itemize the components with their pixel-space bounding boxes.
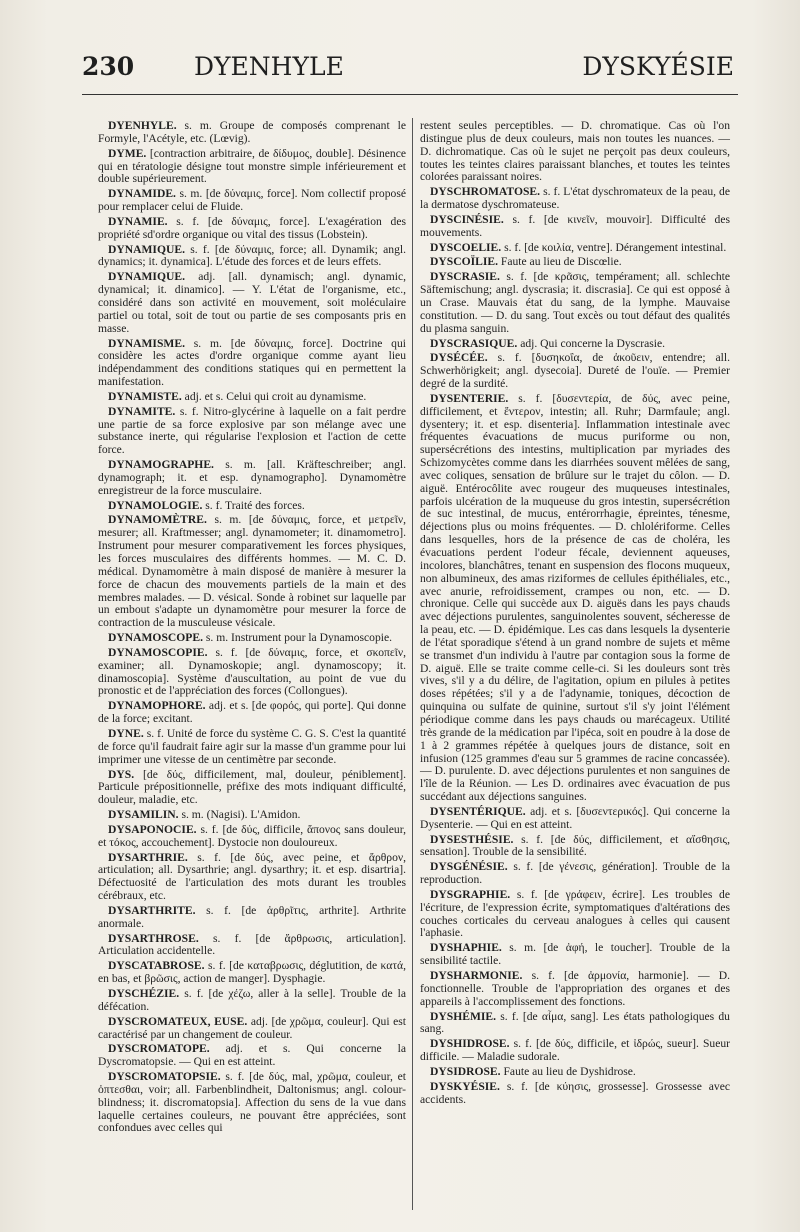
entry-text: s. f. [de κοιλία, ventre]. Dérangement intestinal.: [504, 240, 727, 254]
dictionary-entry: [98, 933, 406, 959]
dictionary-entry: [98, 1016, 406, 1042]
dictionary-entry: [420, 242, 730, 255]
dictionary-entry: [98, 216, 406, 242]
entry-text: s. m. [de δύναμις, force]. Nom collectif proposé pour remplacer celui de Fluide.: [98, 187, 406, 214]
dictionary-entry: [420, 214, 730, 240]
entry-headword: DYNAMISTE.: [108, 389, 182, 403]
page-header: [82, 52, 734, 92]
entry-headword: DYNAMOLOGIE.: [108, 498, 203, 512]
entry-text: [de δύς, difficilement, mal, douleur, péniblement]. Particule prépositionnelle, préfixe des mots indiquant difficulté, douleur, maladie, etc.: [98, 767, 406, 807]
entry-text: s. f. [de δύναμις, force, et σκοπεῖν, examiner; all. Dynamoskopie; angl. dynamoscopy; it. dinamoscopia]. Système d'auscultation, au point de vue du pronostic et de l'appréciation des forces (Collongues).: [98, 645, 406, 698]
entry-headword: DYSAMILIN.: [108, 808, 179, 822]
dictionary-entry: [420, 861, 730, 887]
dictionary-entry: [98, 188, 406, 214]
entry-text: s. f. [de κινεῖν, mouvoir]. Difficulté des mouvements.: [420, 212, 730, 239]
entry-headword: DYSKYÉSIE.: [430, 1079, 500, 1093]
entry-headword: DYNAMOPHORE.: [108, 699, 206, 713]
entry-headword: DYSHAPHIE.: [430, 941, 502, 955]
entry-text: s. f. [de κύησις, grossesse]. Grossesse avec accidents.: [420, 1079, 730, 1106]
left-column: [98, 120, 406, 1137]
page-number: 230: [82, 52, 135, 81]
entry-headword: DYSCROMATEUX, EUSE.: [108, 1014, 248, 1028]
entry-headword: DYNAMOSCOPE.: [108, 631, 204, 645]
entry-text: s. f. [de δύναμις, force; all. Dynamik; angl. dynamics; it. dynamica]. L'étude des forces et de leurs effets.: [98, 242, 406, 269]
dictionary-entry: [420, 352, 730, 391]
dictionary-entry: [98, 769, 406, 808]
entry-text: adj. et s. Celui qui croit au dynamisme.: [184, 389, 367, 403]
entry-headword: DYSCOELIE.: [430, 240, 502, 254]
header-rule: [82, 94, 738, 95]
entry-headword: DYSCROMATOPE.: [108, 1042, 210, 1056]
dictionary-entry: [420, 834, 730, 860]
dictionary-entry: [98, 700, 406, 726]
dictionary-entry: [98, 459, 406, 498]
entry-text: adj. et s. [de φορός, qui porte]. Qui donne de la force; excitant.: [98, 699, 406, 726]
entry-headword: DYSHÉMIE.: [430, 1009, 497, 1023]
entry-text: s. f. [de δύς, difficile, et ἱδρώς, sueur]. Sueur difficile. — Maladie sudorale.: [420, 1037, 731, 1064]
entry-text: s. f. [de κρᾶσις, tempérament; all. schlechte Säftemischung; angl. dyscrasia; it. discrasia]. Ce qui est opposé à un Crase. Mauvais état du sang, de la lymphe. Mauvaise constitution. — D. du sang. Tout excès ou tout défaut des qualités du plasma sanguin.: [420, 270, 731, 335]
dictionary-entry: [420, 942, 730, 968]
dictionary-entry: [420, 393, 730, 804]
entry-headword: DYSCRASIE.: [430, 270, 500, 284]
entry-headword: DYSCHROMATOSE.: [430, 185, 541, 199]
entry-headword: DYNAMIQUE.: [108, 270, 185, 284]
dictionary-entry: [98, 960, 406, 986]
entry-headword: DYSENTÉRIQUE.: [430, 804, 526, 818]
dictionary-entry: [98, 852, 406, 903]
entry-text: adj. et s. Qui concerne la Dyscromatopsie. — Qui en est atteint.: [98, 1042, 406, 1069]
entry-text: s. f. [de χέζω, aller à la selle]. Trouble de la défécation.: [98, 987, 407, 1013]
entry-headword: DYSÉCÉE.: [430, 351, 488, 365]
entry-headword: DYSCOÏLIE.: [430, 255, 498, 269]
entry-headword: DYSESTHÉSIE.: [430, 832, 514, 846]
dictionary-entry: [420, 186, 730, 212]
entry-text: adj. [all. dynamisch; angl. dynamic, dynamical; it. dinamico]. — Y. L'état de l'organisme, etc., considéré dans son activité en mouvement, soit moléculaire partiel ou total, soit de tout ou partie de ses composants pris en masse.: [98, 270, 406, 335]
dictionary-entry: [98, 338, 406, 389]
dictionary-entry: [420, 1066, 730, 1079]
dictionary-entry: [420, 1011, 730, 1037]
entry-headword: DYNAMIDE.: [108, 187, 176, 201]
entry-text: s. f. [de δύς, difficilement, et αἴσθησις, sensation]. Trouble de la sensibilité.: [420, 832, 730, 859]
entry-text: adj. Qui concerne la Dyscrasie.: [520, 336, 666, 350]
dictionary-entry: [98, 406, 406, 457]
entry-text: Faute au lieu de Dyshidrose.: [503, 1064, 636, 1078]
dictionary-entry: [98, 148, 406, 187]
dictionary-entry: [420, 970, 730, 1009]
entry-headword: DYSCHÉZIE.: [108, 987, 180, 1000]
dictionary-entry: [98, 728, 406, 767]
entry-text: s. f. [de καταβρωσις, déglutition, de κατά, en bas, et βρῶσις, action de manger]. Dysphagie.: [98, 959, 406, 986]
entry-headword: DYME.: [108, 146, 147, 160]
entry-text: s. f. Nitro-glycérine à laquelle on a fait perdre une partie de sa force explosive par son mélange avec une substance inerte, qui régularise l'explosion et l'action de cette force.: [98, 404, 406, 457]
entry-text: s. m. [de δύναμις, force]. Doctrine qui considère les actes d'ordre organique comme ayant lieu indépendamment des conditions statiques qui en permettent la manifestation.: [98, 336, 407, 389]
entry-text: s. f. [de γράφειν, écrire]. Les troubles de l'écriture, de l'expression écrite, symptomatiques d'altérations des couches corticales du cerveau analogues à celles qui causent l'aphasie.: [420, 887, 730, 940]
dictionary-entry: [98, 824, 406, 850]
entry-text: s. m. Instrument pour la Dynamoscopie.: [205, 631, 393, 645]
entry-headword: DYNAMIQUE.: [108, 242, 185, 256]
dictionary-entry: [98, 905, 406, 931]
entry-text: s. f. [de ἁρμονία, harmonie]. — D. fonctionnelle. Trouble de l'appropriation des organes et des appareils à l'accomplissement des fonctions.: [420, 969, 730, 1008]
entry-text: s. f. [δυσεντερία, de δύς, avec peine, difficilement, et ἔντερον, intestin; all. Ruhr; Darmfaule; angl. dysentery; it. et esp. disenteria]. Inflammation intestinale avec fréquentes évacuations de mucus puriforme ou non, supersécrétions des intestins, multiplication par myriades des Schizomycètes comme dans les diarrhées souvent mêlées de sang, avec coliques, sensation de brûlure sur le trajet du côlon. — D. aiguë. Entérocôlite avec rougeur des muqueuses intestinales, parfois ulcération de la muqueuse du gros intestin, supersécrétion de suc intestinal, de mucus, entérorrhagie, épreintes, ténesme, déjections plus ou moins fréquentes. — D. chlolériforme. Celles dans lesquelles, hors de la présence de cas de choléra, les évacuations perdent l'odeur fécale, deviennent aqueuses, incolores, blanchâtres, tenant en suspension des flocons muqueux, non albumineux, des amas riziformes de cellules épithéliales, etc., avec anurie, refroidissement, crampes ou non, etc. — D. chronique. Celle qui succède aux D. aiguës dans les pays chauds avec déjections purulentes, sanguinolentes souvent, sécheresse de la peau, etc. — D. épidémique. Les cas dans lesquels la dysenterie de l'état sporadique s'étend à un grand nombre de sujets et même se transmet d'un individu à l'autre par contagion sous la forme de D. aiguë. Elle se traite comme celle-ci. Si les douleurs sont très vives, s'il y a du délire, de l'agitation, opium en pilules à petites doses répétées; s'il y a de l'adynamie, toniques, décoction de quinquina ou sulfate de quinine, surtout s'il s'y joint l'élément périodique comme dans les pays chauds ou marécageux. Utilité très grande de la médication par l'ipéca, soit en poudre à la dose de 1 à 2 grammes répétée à quelques jours de distance, soit en infusion (125 grammes d'eau sur 5 grammes de racine concassée). — D. purulente. D. avec déjections purulentes et non sanguines de l'île de la Réunion. — Les D. ordinaires avec évacuation de pus succédant aux déjections sanguines.: [420, 391, 730, 804]
entry-text: s. f. [de γένεσις, génération]. Trouble de la reproduction.: [420, 860, 730, 887]
entry-text: s. f. Traité des forces.: [205, 498, 305, 512]
entry-headword: DYSCRASIQUE.: [430, 336, 518, 350]
dictionary-entry: [98, 271, 406, 335]
entry-text: s. f. Unité de force du système C. G. S. C'est la quantité de force qu'il faudrait faire agir sur la masse d'un gramme pour lui imprimer une vitesse de un centimètre par seconde.: [98, 726, 406, 766]
entry-headword: DYENHYLE.: [108, 119, 177, 132]
entry-headword: DYSIDROSE.: [430, 1064, 501, 1078]
dictionary-entry: [420, 271, 730, 335]
entry-headword: DYSARTHRIE.: [108, 850, 188, 864]
entry-text: s. m. [de δύναμις, force, et μετρεῖν, mesurer; all. Kraftmesser; angl. dynamometer; it. dinamometro]. Instrument pour mesurer comparativement les forces physiques, les forces musculaires des différents hommes. — M. C. D. médical. Dynamomètre à main disposé de manière à mesurer la force de chacun des mouvements partiels de la main et des membres malades. — D. vésical. Sonde à robinet sur laquelle par un embout s'adapte un dynamomètre pour mesurer la force de contraction de la musculeuse vésicale.: [98, 513, 406, 630]
entry-text: s. m. (Nagisi). L'Amidon.: [181, 808, 301, 822]
entry-headword: DYSHARMONIE.: [430, 969, 523, 982]
entry-text: s. f. [de δύναμις, force]. L'exagération des propriété sd'ordre organique ou vital des tissus (Lobstein).: [98, 214, 406, 241]
dictionary-entry: [98, 1071, 406, 1135]
dictionary-entry: [420, 120, 730, 184]
entry-headword: DYNAMOSCOPIE.: [108, 645, 208, 659]
entry-text: s. f. [de ἄρθρωσις, articulation]. Articulation accidentelle.: [98, 931, 406, 958]
dictionary-entry: [98, 244, 406, 270]
dictionary-entry: [420, 256, 730, 269]
entry-text: s. f. [de δύς, mal, χρῶμα, couleur, et ὀπτεσθαι, voir; all. Farbenblindheit, Daltonismus; angl. colour-blindness; it. discromatopsia]. Affection du sens de la vue dans laquelle certaines couleurs, ne pouvant être appréciées, sont confondues avec celles qui: [98, 1070, 406, 1135]
entry-headword: DYS.: [108, 767, 135, 781]
entry-text: [contraction arbitraire, de δίδυμος, double]. Désinence qui en tératologie désigne tout monstre simple inférieurement et double supérieurement.: [98, 146, 406, 186]
dictionary-entry: [98, 647, 406, 698]
dictionary-entry: [420, 889, 730, 940]
entry-text: s. f. [de αἷμα, sang]. Les états pathologiques du sang.: [420, 1009, 730, 1036]
dictionary-entry: [98, 500, 406, 513]
dictionary-entry: [98, 988, 406, 1014]
entry-headword: DYNAMISME.: [108, 336, 185, 350]
entry-text: s. f. [de ἀρθρῖτις, arthrite]. Arthrite anormale.: [98, 903, 406, 930]
entry-text: restent seules perceptibles. — D. chromatique. Cas où l'on distingue plus de deux couleurs, mais non toutes les nuances. — D. dichromatique. Cas où le sujet ne perçoit pas deux couleurs, toutes les teintes claires paraissant blanches, et toutes les teintes colorées paraissant noires.: [420, 119, 730, 184]
entry-text: adj. [de χρῶμα, couleur]. Qui est caractérisé par un changement de couleur.: [98, 1014, 407, 1041]
dictionary-entry: [98, 391, 406, 404]
entry-headword: DYSENTERIE.: [430, 391, 509, 405]
entry-headword: DYSCATABROSE.: [108, 959, 205, 973]
entry-headword: DYSGRAPHIE.: [430, 887, 511, 901]
entry-text: s. f. [δυσηκοΐα, de ἀκοῦειν, entendre; all. Schwerhörigkeit; angl. dysecoia]. Dureté de l'ouïe. — Premier degré de la surdité.: [420, 351, 730, 391]
entry-text: s. m. [all. Kräfteschreiber; angl. dynamograph; it. et esp. dynamographo]. Dynamomètre enregistreur de la force musculaire.: [98, 458, 406, 497]
entry-headword: DYNAMOGRAPHE.: [108, 458, 214, 472]
entry-headword: DYSCINÉSIE.: [430, 212, 504, 226]
right-column: [420, 120, 730, 1108]
dictionary-entry: [98, 120, 406, 146]
dictionary-entry: [98, 809, 406, 822]
dictionary-entry: [98, 514, 406, 630]
dictionary-entry: [98, 632, 406, 645]
entry-headword: DYNAMIE.: [108, 214, 168, 228]
running-head-right: DYSKYÉSIE: [582, 52, 734, 81]
entry-headword: DYNAMOMÈTRE.: [108, 513, 207, 527]
entry-headword: DYNAMITE.: [108, 404, 176, 418]
dictionary-entry: [420, 806, 730, 832]
dictionary-entry: [98, 1043, 406, 1069]
entry-text: s. f. L'état dyschromateux de la peau, de la dermatose dyschromateuse.: [420, 185, 730, 212]
entry-text: s. m. Groupe de composés comprenant le Formyle, l'Acétyle, etc. (Lœvig).: [98, 119, 406, 145]
entry-text: Faute au lieu de Discœlie.: [500, 255, 622, 269]
entry-headword: DYSCROMATOPSIE.: [108, 1070, 221, 1084]
entry-text: s. f. [de δύς, avec peine, et ἄρθρον, articulation; all. Dysarthrie; angl. dysarthry; it. et esp. disartria]. Défectuosité de l'articulation des mots durant les troubles cérébraux, etc.: [98, 850, 407, 903]
entry-text: s. f. [de δύς, difficile, ἄπονος sans douleur, et τόκος, accouchement]. Dystocie non douloureux.: [98, 822, 406, 849]
entry-headword: DYNE.: [108, 726, 144, 740]
entry-headword: DYSARTHRITE.: [108, 903, 196, 917]
running-head-left: DYENHYLE: [194, 52, 344, 81]
entry-text: adj. et s. [δυσεντερικός]. Qui concerne la Dysenterie. — Qui en est atteint.: [420, 804, 730, 831]
entry-headword: DYSGÉNÉSIE.: [430, 860, 508, 874]
entry-headword: DYSHIDROSE.: [430, 1037, 510, 1051]
dictionary-entry: [420, 338, 730, 351]
entry-text: s. m. [de ἁφή, le toucher]. Trouble de la sensibilité tactile.: [420, 941, 730, 968]
dictionary-entry: [420, 1038, 730, 1064]
dictionary-entry: [420, 1081, 730, 1107]
entry-headword: DYSARTHROSE.: [108, 931, 199, 945]
column-divider: [412, 118, 413, 1210]
entry-headword: DYSAPONOCIE.: [108, 822, 197, 836]
